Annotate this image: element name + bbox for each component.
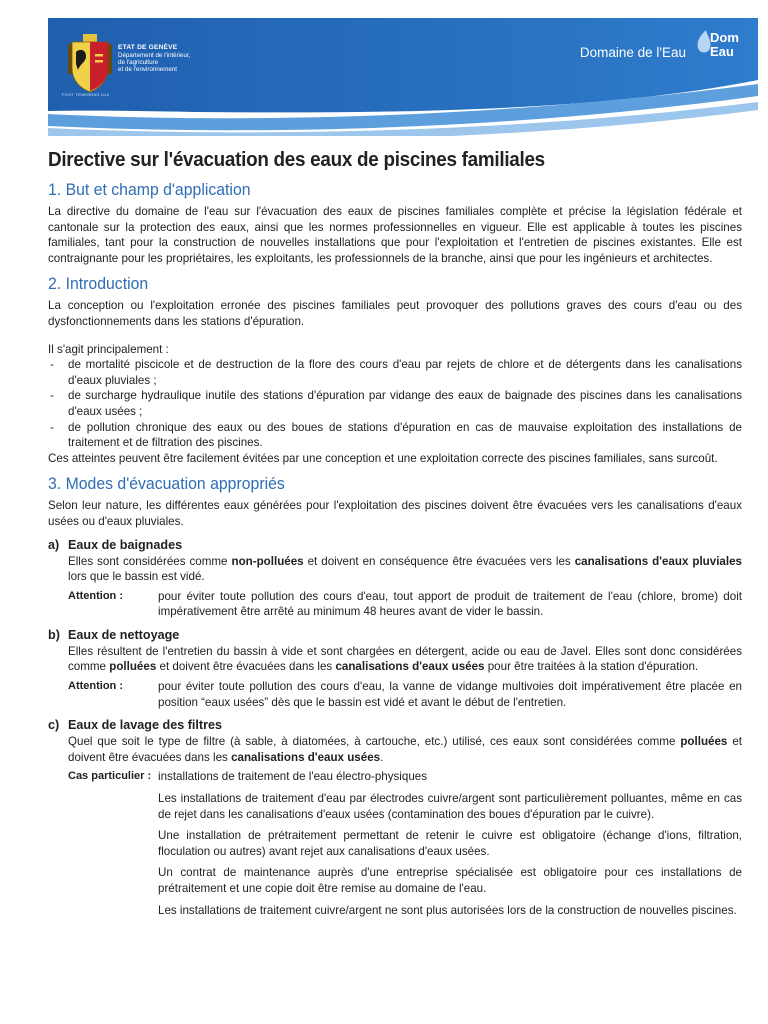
text-run: et doivent en conséquence être évacuées vers les — [303, 554, 575, 568]
subsection-paragraph — [48, 644, 742, 675]
state-name: ETAT DE GENÈVE — [118, 44, 178, 51]
special-case-paragraph: Les installations de traitement d'eau par électrodes cuivre/argent sont particulièrement polluantes, même en cas de rejet dans les canalisations d'eaux usées (contamination des boues d'épuration par le cuivre). — [158, 792, 742, 821]
text-run: Elles sont considérées comme — [68, 554, 232, 568]
list-item: - de surcharge hydraulique inutile des stations d'épuration par vidange des eaux de baignade des piscines dans les canalisations d'eaux usées ; — [48, 388, 742, 419]
logo-text-top: Dom — [710, 30, 739, 45]
emphasis: canalisations d'eaux usées — [335, 660, 485, 674]
note-text: installations de traitement de l'eau électro-physiques — [158, 770, 428, 784]
text-run: et doivent être évacuées dans les — [68, 735, 742, 764]
subsection-heading — [48, 628, 742, 642]
subsection-letter: c) — [48, 718, 60, 733]
text-run: Elles résultent de l'entretien du bassin à vide et sont chargées en détergent, acide ou eau de Javel. Elles sont donc considérées comme — [68, 644, 742, 674]
section-heading: 2. Introduction — [48, 274, 149, 294]
subsection-paragraph — [48, 554, 742, 585]
list-lead: Il s'agit principalement : — [48, 342, 169, 356]
section-paragraph: La conception ou l'exploitation erronée des piscines familiales peut provoquer des pollutions graves des cours d'eau ou des dysfonctionnements dans les stations d'épuration. — [48, 299, 742, 328]
header-banner — [48, 18, 758, 136]
emphasis: canalisations d'eaux usées — [231, 750, 381, 764]
document-title: Directive sur l'évacuation des eaux de piscines familiales — [48, 148, 545, 171]
note-text: pour éviter toute pollution des cours d'eau, la vanne de vidange multivoies doit impérativement être placée en position “eaux usées” dès que le bassin est vidé et avant le début de l'entretien. — [158, 680, 742, 709]
document-body — [48, 148, 742, 918]
emphasis: canalisations d'eaux pluviales — [574, 554, 742, 568]
crest-motto: POST TENEBRAS LUX — [62, 92, 110, 97]
logo-text-bottom: Eau — [710, 44, 734, 59]
text-run: lors que le bassin est vidé. — [68, 570, 205, 584]
domeau-logo — [690, 26, 746, 66]
subsection-letter: a) — [48, 537, 60, 552]
text-run: pour être traitées à la station d'épuration. — [484, 660, 699, 674]
note-label: Cas particulier : — [68, 770, 152, 783]
list-item: - de mortalité piscicole et de destruction de la flore des cours d'eau par rejets de chlore et de détergents dans les canalisations d'eaux pluviales ; — [48, 357, 742, 388]
domain-label: Domaine de l'Eau — [579, 45, 686, 60]
text-run: Quel que soit le type de filtre (à sable, à diatomées, à cartouche, etc.) utilisé, ces eaux sont considérées comme — [68, 735, 681, 749]
note-label: Attention : — [68, 680, 123, 693]
emphasis: polluées — [680, 735, 728, 749]
issue-list — [48, 357, 742, 451]
subsection-paragraph — [48, 734, 742, 765]
special-case-note — [68, 769, 742, 785]
department-line: et de l'environnement — [118, 65, 177, 73]
special-case-paragraph: Un contrat de maintenance auprès d'une entreprise spécialisée est obligatoire pour ces installations de prétraitement et une copie doit être remise au domaine de l'eau. — [158, 866, 742, 895]
subsection-title: Eaux de baignades — [68, 537, 183, 552]
subsection-title: Eaux de nettoyage — [68, 627, 180, 642]
subsection-heading — [48, 718, 742, 732]
section-heading: 3. Modes d'évacuation appropriés — [48, 474, 285, 494]
subsection-letter: b) — [48, 627, 60, 642]
list-item: - de pollution chronique des eaux ou des boues de stations d'épuration en cas de mauvaise exploitation des installations de traitement et de filtration des piscines. — [48, 420, 742, 451]
department-line: de l'agriculture — [118, 58, 159, 66]
attention-note — [68, 589, 742, 620]
emphasis: non-polluées — [231, 554, 304, 568]
text-run: et doivent être évacuées dans les — [156, 660, 336, 674]
special-case-paragraph: Les installations de traitement cuivre/argent ne sont plus autorisées lors de la construction de nouvelles piscines. — [158, 903, 737, 917]
text-run: . — [380, 750, 384, 764]
banner-wave-graphic — [48, 18, 758, 136]
emphasis: polluées — [109, 660, 157, 674]
subsection-heading — [48, 538, 742, 552]
attention-note — [68, 679, 742, 710]
state-department-block — [118, 44, 190, 73]
section-paragraph: La directive du domaine de l'eau sur l'évacuation des eaux de piscines familiales complète et précise la législation fédérale et cantonale sur la protection des eaux, ainsi que les normes professionnelles en vigueur. Elle est applicable à toutes les piscines familiales, tant pour la construction de nouvelles installations que pour l'exploitation et l'entretien de piscines existantes. Elle est contraignante pour les propriétaires, les exploitants, les professionnels de la branche, ainsi que pour les ingénieurs et architectes. — [48, 205, 742, 265]
section-paragraph: Selon leur nature, les différentes eaux générées pour l'exploitation des piscines doivent être évacuées vers les canalisations d'eaux usées ou d'eaux pluviales. — [48, 499, 742, 528]
department-line: Département de l'intérieur, — [118, 51, 191, 59]
note-text: pour éviter toute pollution des cours d'eau, tout apport de produit de traitement de l'eau (chlore, brome) doit impérativement être arrêté au minimum 48 heures avant de vider le bassin. — [158, 589, 742, 619]
note-label: Attention : — [68, 589, 123, 602]
subsection-title: Eaux de lavage des filtres — [68, 718, 222, 733]
section-paragraph: Ces atteintes peuvent être facilement évitées par une conception et une exploitation correcte des piscines familiales, sans surcoût. — [48, 451, 718, 465]
section-heading: 1. But et champ d'application — [48, 180, 251, 199]
special-case-paragraph: Une installation de prétraitement permettant de retenir le cuivre est obligatoire (échange d'ions, filtration, floculation ou autres) avant rejet aux canalisations d'eaux usées. — [158, 829, 742, 858]
geneva-crest-icon — [68, 34, 112, 92]
